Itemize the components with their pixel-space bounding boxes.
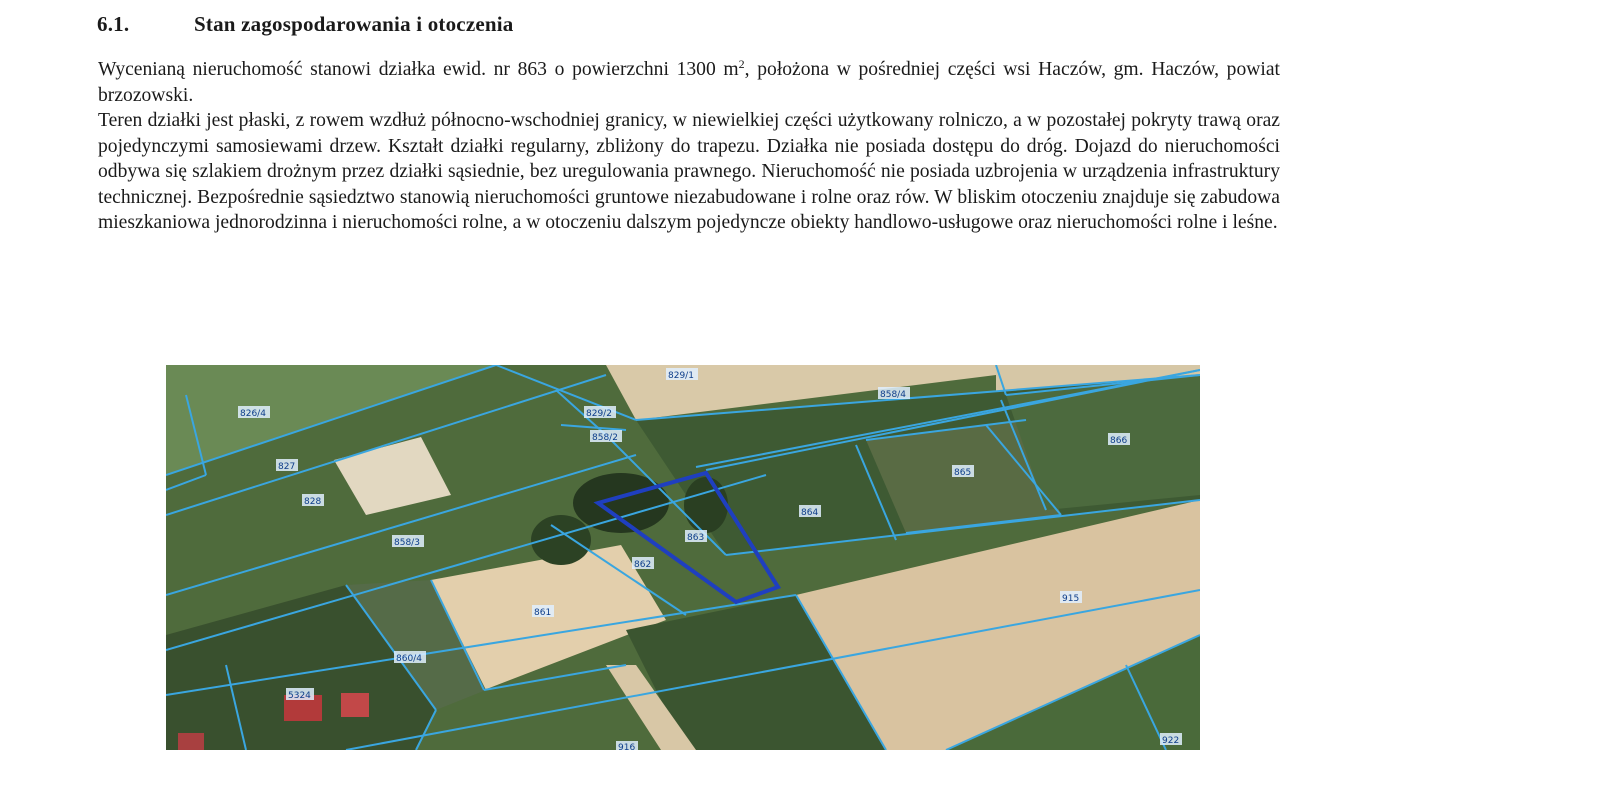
label-863: 863 [687, 533, 705, 543]
tree-cluster [573, 473, 669, 533]
paragraph-location-text-end: , położona w pośredniej części wsi Haczów, gm. Haczów, powiat brzozowski. [98, 59, 1280, 106]
section-number: 6.1. [97, 12, 130, 36]
label-5324: 5324 [288, 691, 311, 701]
section-heading [97, 12, 513, 37]
paragraph-location [98, 57, 1280, 108]
label-864: 864 [801, 508, 819, 518]
label-862: 862 [634, 560, 652, 570]
label-858-3: 858/3 [394, 538, 420, 548]
label-865: 865 [954, 468, 972, 478]
section-title: Stan zagospodarowania i otoczenia [194, 12, 514, 36]
label-860-4: 860/4 [396, 654, 422, 664]
parcel-map [166, 365, 1200, 750]
label-922: 922 [1162, 736, 1180, 746]
label-866: 866 [1110, 436, 1128, 446]
description-text [98, 57, 1280, 236]
label-829-1: 829/1 [668, 371, 694, 381]
building [178, 733, 204, 750]
label-916: 916 [618, 743, 636, 750]
label-827: 827 [278, 462, 296, 472]
parcel-map-image [166, 365, 1200, 750]
label-828: 828 [304, 497, 322, 507]
building [341, 693, 369, 717]
label-915: 915 [1062, 594, 1080, 604]
label-861: 861 [534, 608, 552, 618]
label-858-2: 858/2 [592, 433, 618, 443]
label-829-2: 829/2 [586, 409, 612, 419]
area-unit-superscript: 2 [738, 57, 745, 71]
paragraph-location-text: Wycenianą nieruchomość stanowi działka ewid. nr 863 o powierzchni 1300 m [98, 59, 739, 80]
tree-cluster [684, 477, 728, 533]
label-858-4: 858/4 [880, 390, 906, 400]
label-826-4: 826/4 [240, 409, 266, 419]
paragraph-description: Teren działki jest płaski, z rowem wzdłuż północno-wschodniej granicy, w niewielkiej części użytkowany rolniczo, a w pozostałej pokryty trawą oraz pojedynczymi samosiewami drzew. Kształt działki regularny, zbliżony do trapezu. Działka nie posiada dostępu do dróg. Dojazd do nieruchomości odbywa się szlakiem drożnym przez działki sąsiednie, bez uregulowania prawnego. Nieruchomość nie posiada uzbrojenia w urządzenia infrastruktury technicznej. Bezpośrednie sąsiedztwo stanowią nieruchomości gruntowe niezabudowane i rolne oraz rów. W bliskim otoczeniu znajduje się zabudowa mieszkaniowa jednorodzinna i nieruchomości rolne, a w otoczeniu dalszym pojedyncze obiekty handlowo-usługowe oraz nieruchomości rolne i leśne. [98, 110, 1280, 233]
